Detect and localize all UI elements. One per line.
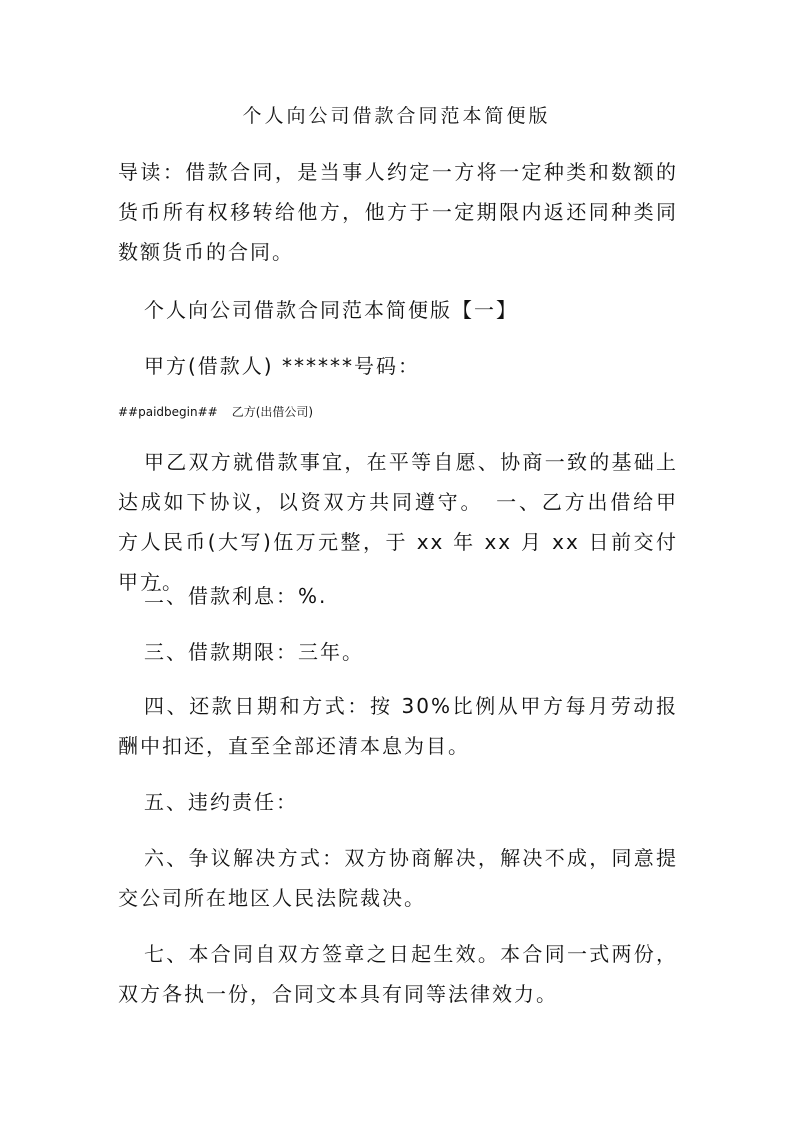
clause-repayment: 四、还款日期和方式：按 30%比例从甲方每月劳动报酬中扣还，直至全部还清本息为目。	[118, 694, 678, 758]
section-heading: 个人向公司借款合同范本简便版【一】	[144, 298, 518, 322]
clause-dispute: 六、争议解决方式：双方协商解决，解决不成，同意提交公司所在地区人民法院裁决。	[118, 846, 678, 910]
clause-interest: 二、借款利息：%.	[144, 584, 328, 608]
clause-opening: 甲乙双方就借款事宜，在平等自愿、协商一致的基础上达成如下协议，以资双方共同遵守。 一、乙方出借给甲方人民币(大写)伍万元整，于 xx 年 xx 月 xx 日前交付甲方。	[118, 450, 678, 594]
intro-paragraph: 导读：借款合同，是当事人约定一方将一定种类和数额的货币所有权移转给他方，他方于一定期限内返还同种类同数额货币的合同。	[118, 160, 678, 264]
paid-marker: ##paidbegin##	[118, 405, 218, 419]
clause-liability: 五、违约责任：	[144, 790, 298, 814]
clause-effect: 七、本合同自双方签章之日起生效。本合同一式两份，双方各执一份，合同文本具有同等法律效力。	[118, 942, 678, 1006]
party-a-line: 甲方(借款人) ******号码：	[144, 354, 420, 378]
clause-term: 三、借款期限：三年。	[144, 640, 364, 664]
paid-marker-line	[118, 402, 678, 422]
document-title: 个人向公司借款合同范本简便版	[242, 105, 551, 127]
party-b-label: 乙方(出借公司)	[231, 405, 314, 419]
